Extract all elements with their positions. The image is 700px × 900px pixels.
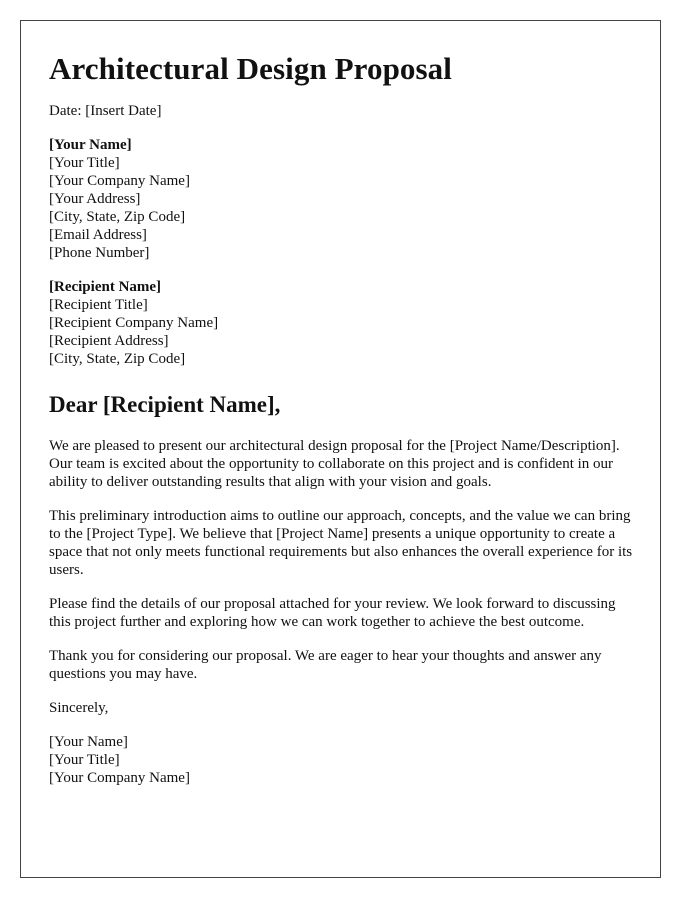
letter-page	[20, 20, 661, 878]
sender-company: [Your Company Name]	[49, 173, 190, 189]
sender-city-state-zip: [City, State, Zip Code]	[49, 209, 186, 225]
recipient-city-state-zip: [City, State, Zip Code]	[49, 351, 186, 367]
recipient-address: [Recipient Address]	[49, 333, 169, 349]
sender-email: [Email Address]	[49, 227, 147, 243]
body-paragraph-1: We are pleased to present our architectural design proposal for the [Project Name/Description]. Our team is excited about the opportunity to collaborate on this project and is confident in our ability to deliver outstanding results that align with your vision and goals.	[49, 438, 620, 490]
body-paragraph-3: Please find the details of our proposal attached for your review. We look forward to discussing this project further and exploring how we can work together to achieve the best outcome.	[49, 596, 616, 630]
signature-company: [Your Company Name]	[49, 770, 190, 786]
signature-name: [Your Name]	[49, 734, 128, 750]
signature-block	[49, 733, 632, 787]
body-paragraph-2: This preliminary introduction aims to outline our approach, concepts, and the value we can bring to the [Project Type]. We believe that [Project Name] presents a unique opportunity to create a space that not only meets functional requirements but also enhances the overall experience for its users.	[49, 508, 633, 578]
document-title: Architectural Design Proposal	[49, 51, 452, 86]
signature-title: [Your Title]	[49, 752, 120, 768]
date-line: Date: [Insert Date]	[49, 103, 162, 119]
body-paragraph-4: Thank you for considering our proposal. We are eager to hear your thoughts and answer any questions you may have.	[49, 648, 602, 682]
sender-name: [Your Name]	[49, 137, 132, 153]
recipient-name: [Recipient Name]	[49, 279, 162, 295]
recipient-company: [Recipient Company Name]	[49, 315, 219, 331]
recipient-block	[49, 278, 632, 368]
sender-address: [Your Address]	[49, 191, 141, 207]
recipient-title: [Recipient Title]	[49, 297, 148, 313]
sender-phone: [Phone Number]	[49, 245, 150, 261]
sender-title: [Your Title]	[49, 155, 120, 171]
salutation: Dear [Recipient Name],	[49, 392, 281, 417]
sender-block	[49, 136, 632, 262]
closing: Sincerely,	[49, 700, 109, 716]
